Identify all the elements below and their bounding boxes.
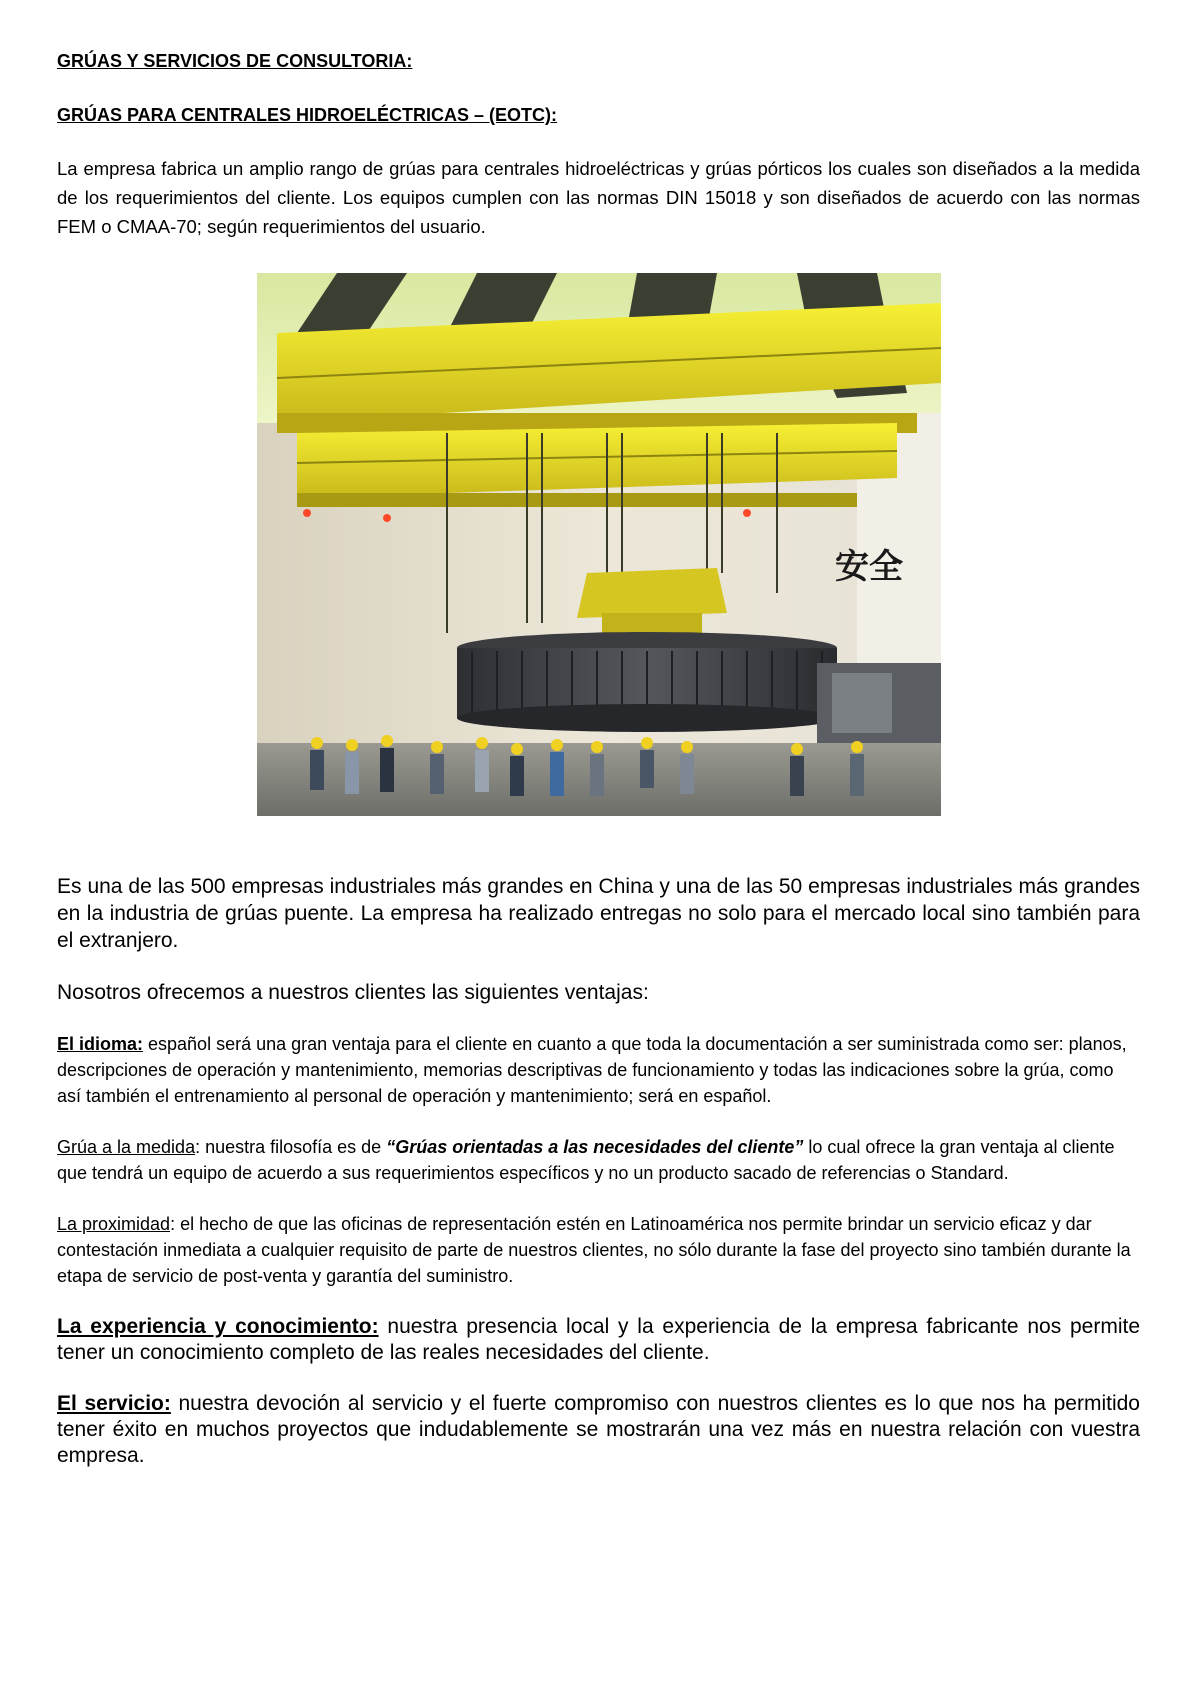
advantage-label: El idioma:: [57, 1034, 144, 1054]
advantages-intro: Nosotros ofrecemos a nuestros clientes las siguientes ventajas:: [57, 981, 649, 1004]
advantage-quote: “Grúas orientadas a las necesidades del cliente”: [386, 1137, 804, 1157]
advantage-text: nuestra presencia local y la experiencia de la empresa fabricante nos permite tener un conocimiento completo de las reales necesidades del cliente.: [57, 1315, 1141, 1364]
advantage-text: : nuestra filosofía es de: [195, 1137, 387, 1157]
crane-photo: [257, 273, 941, 816]
advantage-text: lo cual ofrece la gran ventaja al cliente que tendrá un equipo de acuerdo a sus requerimientos específicos y no un producto sacado de referencias o Standard.: [57, 1137, 1115, 1183]
advantage-label: Grúa a la medida: [57, 1137, 196, 1157]
advantage-text: : el hecho de que las oficinas de representación estén en Latinoamérica nos permite brindar un servicio eficaz y dar contestación inmediata a cualquier requisito de parte de nuestros clientes, no sólo durante la fase del proyecto sino también durante la etapa de servicio de post-venta y garantía del suministro.: [57, 1214, 1131, 1286]
section-title: GRÚAS PARA CENTRALES HIDROELÉCTRICAS – (EOTC):: [57, 105, 558, 125]
advantage-medida: [57, 1134, 1140, 1186]
advantage-text: español será una gran ventaja para el cliente en cuanto a que toda la documentación a ser suministrada como ser: planos, descripciones de operación y mantenimiento, memorias descriptivas de funcionamiento y todas las indicaciones sobre la grúa, como así también el entrenamiento al personal de operación y mantenimiento; será en español.: [57, 1034, 1127, 1106]
advantage-servicio: [57, 1391, 1140, 1469]
advantage-label: La experiencia y conocimiento:: [57, 1315, 379, 1338]
advantage-proximidad: [57, 1211, 1140, 1289]
document-title: GRÚAS Y SERVICIOS DE CONSULTORIA:: [57, 51, 413, 71]
company-paragraph: Es una de las 500 empresas industriales más grandes en China y una de las 50 empresas industriales más grandes en la industria de grúas puente. La empresa ha realizado entregas no solo para el mercado local sino también para el extranjero.: [57, 875, 1140, 952]
advantage-text: nuestra devoción al servicio y el fuerte compromiso con nuestros clientes es lo que nos ha permitido tener éxito en muchos proyectos que indudablemente se mostrarán una vez más en nuestra relación con vuestra empresa.: [57, 1392, 1140, 1467]
advantage-idioma: [57, 1031, 1140, 1109]
wall-sign: 安全: [835, 547, 903, 587]
intro-paragraph: La empresa fabrica un amplio rango de grúas para centrales hidroeléctricas y grúas pórticos los cuales son diseñados a la medida de los requerimientos del cliente. Los equipos cumplen con las normas DIN 15018 y son diseñados de acuerdo con las normas FEM o CMAA-70; según requerimientos del usuario.: [57, 158, 1140, 237]
advantage-label: La proximidad: [57, 1214, 171, 1234]
advantage-label: El servicio:: [57, 1392, 171, 1415]
advantage-experiencia: [57, 1314, 1140, 1366]
document-page: [57, 50, 1140, 1469]
